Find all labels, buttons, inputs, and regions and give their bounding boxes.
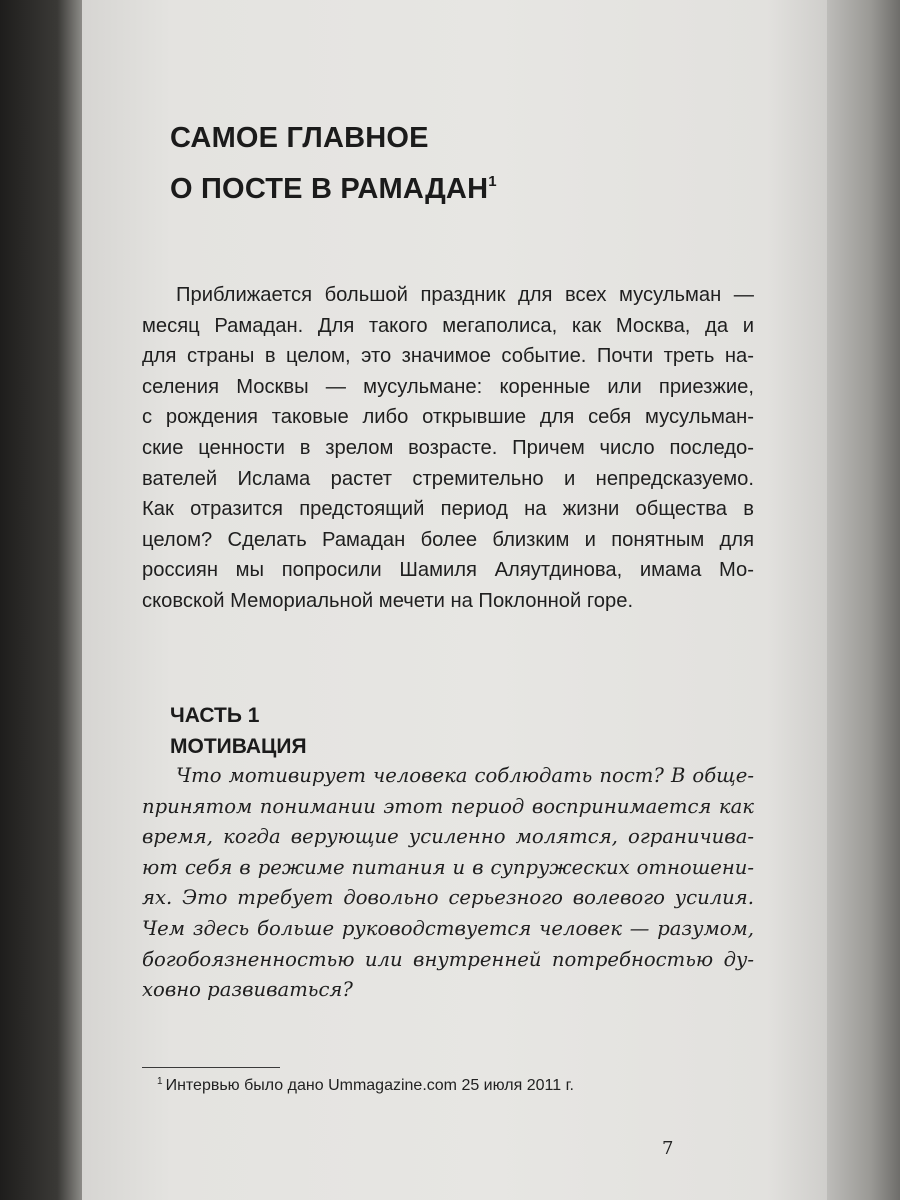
intro-line: россиян мы попросили Шамиля Аляутдинова, имама Мо-: [142, 559, 754, 582]
book-page: [82, 0, 827, 1200]
interview-question: [142, 761, 754, 1006]
question-line: ют себя в режиме питания и в супружеских отношени-: [142, 855, 754, 879]
intro-line: ские ценности в зрелом возрасте. Причем число последо-: [142, 436, 754, 459]
chapter-title: [170, 116, 730, 211]
intro-line: месяц Рамадан. Для такого мегаполиса, как Москва, да и: [142, 314, 754, 337]
background-left-edge: [0, 0, 82, 1200]
question-line: Чем здесь больше руководствуется человек — разумом,: [142, 916, 754, 940]
page-number: 7: [662, 1138, 674, 1159]
question-line: принятом понимании этот период воспринимается как: [142, 794, 754, 818]
intro-line: селения Москвы — мусульмане: коренные или приезжие,: [142, 375, 754, 398]
question-line: ховно развиваться?: [142, 978, 353, 1002]
section-name: МОТИВАЦИЯ: [170, 735, 307, 758]
intro-line: вателей Ислама растет стремительно и непредсказуемо.: [142, 467, 754, 490]
intro-line: Как отразится предстоящий период на жизни общества в: [142, 498, 754, 521]
title-footnote-marker: 1: [488, 173, 497, 190]
intro-line: целом? Сделать Рамадан более близким и понятным для: [142, 528, 754, 551]
question-line: Что мотивирует человека соблюдать пост? В обще-: [176, 764, 754, 787]
footnote-text: Интервью было дано Ummagazine.com 25 июля 2011 г.: [165, 1077, 574, 1094]
chapter-title-line-1: САМОЕ ГЛАВНОЕ: [170, 122, 429, 154]
intro-line: с рождения таковые либо открывшие для себя мусульман-: [142, 406, 754, 429]
question-line: время, когда верующие усиленно молятся, ограничива-: [142, 825, 754, 849]
section-part: ЧАСТЬ 1: [170, 704, 260, 727]
background-right-edge: [827, 0, 900, 1200]
intro-paragraph: [142, 280, 754, 617]
intro-line: для страны в целом, это значимое событие. Почти треть на-: [142, 345, 754, 368]
chapter-title-line-2: [170, 160, 730, 211]
chapter-title-line-2-text: О ПОСТЕ В РАМАДАН: [170, 173, 489, 205]
footnote-divider: [142, 1067, 280, 1068]
footnote: [157, 1076, 574, 1095]
question-line: ях. Это требует довольно серьезного волевого усилия.: [142, 886, 754, 910]
question-line: богобоязненностью или внутренней потребностью ду-: [142, 947, 754, 971]
footnote-marker: 1: [157, 1076, 163, 1087]
section-heading: [170, 700, 307, 762]
intro-line: Приближается большой праздник для всех мусульман —: [176, 284, 754, 306]
intro-line: сковской Мемориальной мечети на Поклонной горе.: [142, 589, 634, 612]
